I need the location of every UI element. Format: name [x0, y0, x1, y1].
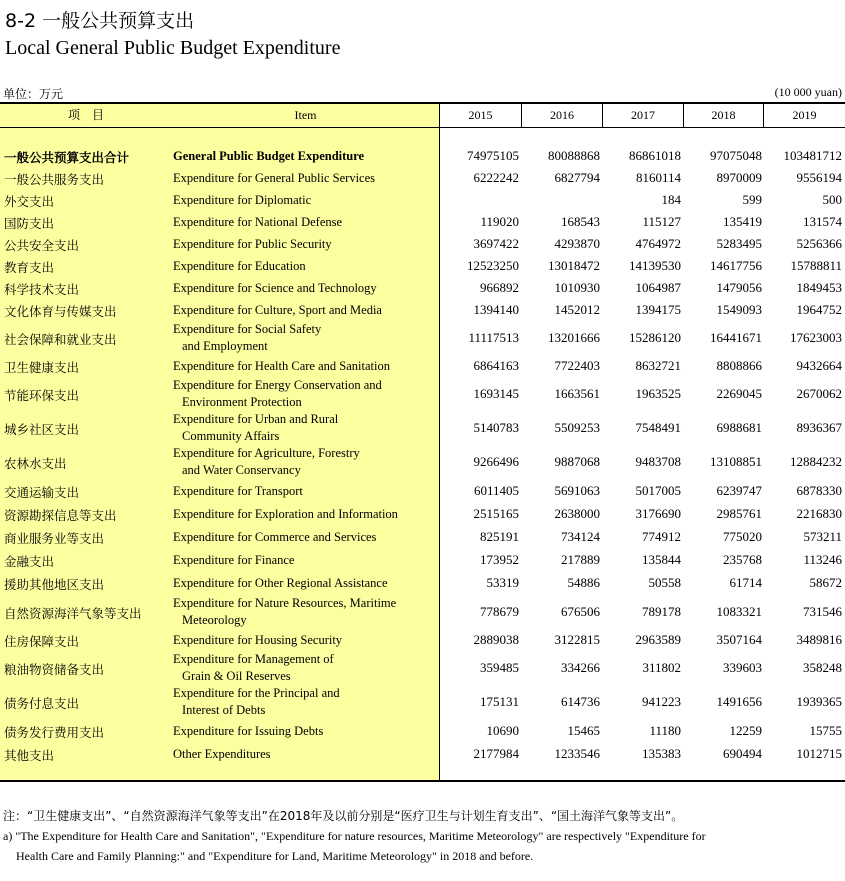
- value-cell-2019: 15755: [809, 723, 842, 738]
- table-row: [0, 301, 845, 319]
- value-cell-2019: 573211: [803, 529, 842, 544]
- table-title-en: Local General Public Budget Expenditure: [5, 37, 341, 59]
- row-label-en: [173, 575, 388, 592]
- value-cell-2018: 775020: [723, 529, 762, 544]
- row-label-en: [173, 280, 377, 297]
- value-cell-2019: 15788811: [790, 258, 842, 273]
- table-row: [0, 574, 845, 592]
- value-cell-2018: 61714: [729, 575, 762, 590]
- row-label-en: [173, 685, 340, 719]
- header-year-2015: 2015: [468, 108, 493, 122]
- table-row: [0, 631, 845, 649]
- value-cell-2016: 3122815: [554, 632, 600, 647]
- value-cell-2016: 54886: [567, 575, 600, 590]
- value-cell-2016: 1452012: [554, 302, 600, 317]
- value-cell-2017: 14139530: [629, 258, 681, 273]
- row-label-en: [173, 377, 382, 411]
- value-cell-2019: 1012715: [796, 746, 842, 761]
- row-label-cn: 金融支出: [4, 554, 55, 569]
- table-row: [0, 722, 845, 740]
- row-label-en-line: Expenditure for National Defense: [173, 214, 343, 229]
- table-row: [0, 445, 845, 479]
- value-cell-2018: 97075048: [710, 148, 762, 163]
- value-cell-2016: 5691063: [554, 483, 600, 498]
- value-cell-2015: 2177984: [473, 746, 519, 761]
- value-cell-2016: 676506: [561, 604, 600, 619]
- value-cell-2019: 3489816: [796, 632, 842, 647]
- row-label-en: [173, 552, 294, 569]
- header-item-cn: 项 目: [67, 108, 104, 122]
- row-label-en-line: Expenditure for Science and Technology: [173, 280, 377, 295]
- footnote-en: [3, 826, 706, 866]
- row-label-en: [173, 192, 311, 209]
- row-label-en: [173, 258, 306, 275]
- value-cell-2018: 6988681: [716, 420, 762, 435]
- value-cell-2019: 12884232: [790, 454, 842, 469]
- table-row: [0, 377, 845, 411]
- value-cell-2017: 1394175: [635, 302, 681, 317]
- value-cell-2018: 135419: [723, 214, 762, 229]
- value-cell-2019: 6878330: [796, 483, 842, 498]
- value-cell-2015: 3697422: [473, 236, 519, 251]
- value-cell-2017: 184: [661, 192, 681, 207]
- value-cell-2016: 2638000: [554, 506, 600, 521]
- value-cell-2015: 119020: [480, 214, 519, 229]
- value-cell-2015: 6864163: [473, 358, 519, 373]
- value-cell-2019: 9432664: [796, 358, 842, 373]
- value-cell-2015: 359485: [480, 660, 519, 675]
- value-cell-2016: 7722403: [554, 358, 600, 373]
- value-cell-2017: 774912: [642, 529, 681, 544]
- unit-label-en: (10 000 yuan): [774, 85, 842, 99]
- row-label-en: [173, 411, 338, 445]
- table-row: [0, 257, 845, 275]
- value-cell-2019: 500: [822, 192, 842, 207]
- row-label-en-line: Meteorology: [182, 613, 247, 627]
- value-cell-2019: 1849453: [796, 280, 842, 295]
- row-label-en-line: Community Affairs: [182, 429, 280, 443]
- value-cell-2017: 11180: [649, 723, 681, 738]
- row-label-en: [173, 321, 321, 355]
- value-cell-2015: 2889038: [473, 632, 519, 647]
- row-label-en-line: Expenditure for Exploration and Information: [173, 506, 398, 521]
- row-label-en-line: Expenditure for Commerce and Services: [173, 529, 377, 544]
- value-cell-2019: 8936367: [796, 420, 842, 435]
- table-row: [0, 595, 845, 629]
- row-label-en-line: and Employment: [182, 339, 268, 353]
- value-cell-2018: 16441671: [710, 330, 762, 345]
- value-cell-2015: 12523250: [467, 258, 519, 273]
- table-row: [0, 213, 845, 231]
- row-label-en: [173, 632, 342, 649]
- value-cell-2015: 5140783: [473, 420, 519, 435]
- value-cell-2018: 13108851: [710, 454, 762, 469]
- header-year-2017: 2017: [631, 108, 655, 122]
- row-label-en-line: Expenditure for General Public Services: [173, 170, 376, 185]
- value-cell-2015: 74975105: [467, 148, 519, 163]
- value-cell-2015: 173952: [480, 552, 519, 567]
- row-label-cn: 公共安全支出: [4, 238, 80, 253]
- value-cell-2017: 115127: [642, 214, 681, 229]
- row-label-en: [173, 723, 323, 740]
- value-cell-2016: 1010930: [554, 280, 600, 295]
- row-label-en: [173, 445, 360, 479]
- row-label-cn: 文化体育与传媒支出: [4, 304, 117, 319]
- row-label-cn: 住房保障支出: [4, 634, 80, 649]
- value-cell-2019: 358248: [803, 660, 842, 675]
- row-label-cn: 债务发行费用支出: [4, 725, 105, 740]
- value-cell-2016: 334266: [561, 660, 600, 675]
- value-cell-2016: 15465: [567, 723, 600, 738]
- value-cell-2016: 614736: [561, 694, 600, 709]
- value-cell-2018: 5283495: [716, 236, 762, 251]
- row-label-cn: 社会保障和就业支出: [4, 332, 117, 347]
- value-cell-2018: 1083321: [716, 604, 762, 619]
- row-label-en-line: Expenditure for the Principal and: [173, 686, 340, 700]
- value-cell-2017: 311802: [642, 660, 681, 675]
- row-label-en-line: Grain & Oil Reserves: [182, 669, 291, 683]
- unit-label-cn: 单位：万元: [3, 87, 64, 101]
- row-label-en-line: General Public Budget Expenditure: [173, 148, 365, 163]
- value-cell-2015: 825191: [480, 529, 519, 544]
- value-cell-2019: 2216830: [796, 506, 842, 521]
- value-cell-2019: 2670062: [796, 386, 842, 401]
- row-label-cn: 债务付息支出: [4, 696, 80, 711]
- table-row: [0, 279, 845, 297]
- value-cell-2018: 6239747: [716, 483, 762, 498]
- row-label-en-line: Expenditure for Transport: [173, 483, 303, 498]
- row-label-en: [173, 529, 376, 546]
- row-label-cn: 科学技术支出: [4, 282, 80, 297]
- value-cell-2018: 12259: [729, 723, 762, 738]
- value-cell-2017: 8160114: [635, 170, 681, 185]
- value-cell-2015: 10690: [486, 723, 519, 738]
- value-cell-2015: 9266496: [473, 454, 519, 469]
- row-label-en-line: and Water Conservancy: [182, 463, 301, 477]
- value-cell-2019: 131574: [803, 214, 842, 229]
- footnote-cn: 注：“卫生健康支出”、“自然资源海洋气象等支出”在2018年及以前分别是“医疗卫生与计划生育支出”、“国土海洋气象等支出”。: [3, 809, 684, 823]
- row-label-en-line: Expenditure for Urban and Rural: [173, 412, 339, 426]
- row-label-cn: 自然资源海洋气象等支出: [4, 606, 142, 621]
- row-label-en: [173, 595, 396, 629]
- row-label-en-line: Environment Protection: [182, 395, 302, 409]
- row-label-cn: 一般公共服务支出: [4, 172, 105, 187]
- value-cell-2015: 11117513: [468, 330, 519, 345]
- value-cell-2015: 1394140: [473, 302, 519, 317]
- value-cell-2018: 339603: [723, 660, 762, 675]
- row-label-en: [173, 483, 303, 500]
- table-row: [0, 169, 845, 187]
- row-label-en: [173, 214, 342, 231]
- value-cell-2017: 1064987: [635, 280, 681, 295]
- row-label-en-line: Expenditure for Nature Resources, Maritime: [173, 596, 397, 610]
- value-cell-2019: 113246: [803, 552, 842, 567]
- value-cell-2017: 15286120: [629, 330, 681, 345]
- row-label-en-line: Expenditure for Agriculture, Forestry: [173, 446, 360, 460]
- value-cell-2016: 217889: [561, 552, 600, 567]
- row-label-en-line: Expenditure for Energy Conservation and: [173, 378, 382, 392]
- value-cell-2018: 14617756: [710, 258, 762, 273]
- value-cell-2017: 8632721: [635, 358, 681, 373]
- value-cell-2018: 235768: [723, 552, 762, 567]
- table-bottom-rule: [0, 780, 845, 782]
- row-label-cn: 援助其他地区支出: [4, 577, 105, 592]
- header-bottom-rule: [0, 127, 845, 128]
- value-cell-2016: 80088868: [548, 148, 600, 163]
- row-label-cn: 节能环保支出: [4, 388, 80, 403]
- row-label-en-line: Expenditure for Health Care and Sanitation: [173, 358, 390, 373]
- value-cell-2017: 135844: [642, 552, 681, 567]
- value-cell-2015: 2515165: [473, 506, 519, 521]
- value-cell-2016: 1233546: [554, 746, 600, 761]
- value-cell-2019: 1939365: [796, 694, 842, 709]
- value-cell-2017: 789178: [642, 604, 681, 619]
- value-cell-2017: 1963525: [635, 386, 681, 401]
- header-item-en: Item: [294, 108, 317, 122]
- row-label-en: [173, 302, 382, 319]
- value-cell-2019: 103481712: [783, 148, 842, 163]
- value-cell-2018: 8970009: [716, 170, 762, 185]
- row-label-en-line: Expenditure for Public Security: [173, 236, 332, 251]
- value-cell-2017: 86861018: [629, 148, 681, 163]
- value-cell-2016: 6827794: [554, 170, 600, 185]
- value-cell-2018: 1491656: [716, 694, 762, 709]
- value-cell-2019: 731546: [803, 604, 842, 619]
- table-row: [0, 235, 845, 253]
- row-label-en: [173, 358, 390, 375]
- row-label-en-line: Expenditure for Social Safety: [173, 322, 322, 336]
- value-cell-2016: 4293870: [554, 236, 600, 251]
- table-row: [0, 505, 845, 523]
- row-label-cn: 一般公共预算支出合计: [4, 150, 130, 165]
- row-label-en: [173, 746, 271, 763]
- table-row: [0, 191, 845, 209]
- header-year-2019: 2019: [792, 108, 817, 122]
- value-cell-2018: 599: [742, 192, 762, 207]
- row-label-en: [173, 170, 375, 187]
- row-label-en: [173, 506, 398, 523]
- value-cell-2018: 2985761: [716, 506, 762, 521]
- value-cell-2017: 2963589: [635, 632, 681, 647]
- value-cell-2015: 778679: [480, 604, 519, 619]
- table-row: [0, 551, 845, 569]
- value-cell-2019: 5256366: [796, 236, 842, 251]
- value-cell-2017: 3176690: [635, 506, 681, 521]
- row-label-en-line: Expenditure for Management of: [173, 652, 334, 666]
- value-cell-2019: 17623003: [790, 330, 842, 345]
- value-cell-2016: 13201666: [548, 330, 600, 345]
- row-label-cn: 其他支出: [4, 748, 55, 763]
- value-cell-2019: 58672: [809, 575, 842, 590]
- row-label-cn: 资源勘探信息等支出: [4, 508, 117, 523]
- row-label-cn: 城乡社区支出: [4, 422, 80, 437]
- row-label-en-line: Expenditure for Issuing Debts: [173, 723, 324, 738]
- value-cell-2019: 1964752: [796, 302, 842, 317]
- row-label-en: [173, 236, 332, 253]
- row-label-cn: 农林水支出: [4, 456, 67, 471]
- row-label-en-line: Expenditure for Culture, Sport and Media: [173, 302, 382, 317]
- value-cell-2016: 1663561: [554, 386, 600, 401]
- value-cell-2015: 1693145: [473, 386, 519, 401]
- table-row: [0, 528, 845, 546]
- table-row: [0, 745, 845, 763]
- value-cell-2019: 9556194: [796, 170, 842, 185]
- value-cell-2015: 966892: [480, 280, 519, 295]
- value-cell-2015: 175131: [480, 694, 519, 709]
- row-label-cn: 国防支出: [4, 216, 55, 231]
- value-cell-2016: 734124: [561, 529, 600, 544]
- value-cell-2016: 13018472: [548, 258, 600, 273]
- value-cell-2015: 6222242: [473, 170, 519, 185]
- value-cell-2016: 168543: [561, 214, 600, 229]
- row-label-en-line: Expenditure for Housing Security: [173, 632, 343, 647]
- header-year-2018: 2018: [711, 108, 736, 122]
- value-cell-2018: 3507164: [716, 632, 762, 647]
- table-row: [0, 482, 845, 500]
- table-row: [0, 685, 845, 719]
- row-label-en-line: Expenditure for Finance: [173, 552, 295, 567]
- row-label-en-line: Expenditure for Other Regional Assistance: [173, 575, 388, 590]
- row-label-cn: 外交支出: [4, 194, 55, 209]
- table-number-title-cn: 8-2 一般公共预算支出: [5, 10, 195, 32]
- value-cell-2017: 5017005: [635, 483, 681, 498]
- footnote-en-line-1: a) "The Expenditure for Health Care and Sanitation", "Expenditure for nature resources, Maritime Meteorology" are respectively "Expenditure for: [3, 829, 706, 843]
- value-cell-2017: 135383: [642, 746, 681, 761]
- value-cell-2018: 1549093: [716, 302, 762, 317]
- value-cell-2017: 50558: [648, 575, 681, 590]
- row-label-cn: 粮油物资储备支出: [4, 662, 105, 677]
- value-cell-2017: 9483708: [635, 454, 681, 469]
- value-cell-2016: 5509253: [554, 420, 600, 435]
- table-row: [0, 357, 845, 375]
- value-cell-2018: 8808866: [716, 358, 762, 373]
- row-label-en-line: Other Expenditures: [173, 746, 271, 761]
- row-label-en-line: Interest of Debts: [182, 703, 266, 717]
- value-cell-2018: 2269045: [716, 386, 762, 401]
- row-label-cn: 交通运输支出: [4, 485, 80, 500]
- row-label-en-line: Expenditure for Education: [173, 258, 306, 273]
- value-cell-2017: 4764972: [635, 236, 681, 251]
- row-label-cn: 商业服务业等支出: [4, 531, 105, 546]
- value-cell-2018: 690494: [723, 746, 762, 761]
- table-row: [0, 147, 845, 165]
- value-cell-2017: 941223: [642, 694, 681, 709]
- value-cell-2015: 53319: [486, 575, 519, 590]
- header-year-2016: 2016: [550, 108, 574, 122]
- value-cell-2015: 6011405: [473, 483, 519, 498]
- row-label-cn: 卫生健康支出: [4, 360, 80, 375]
- row-label-en: [173, 148, 364, 165]
- footnote-en-line-2: Health Care and Family Planning:" and "Expenditure for Land, Maritime Meteorology" in 2018 and before.: [16, 849, 534, 863]
- value-cell-2016: 9887068: [554, 454, 600, 469]
- row-label-en-line: Expenditure for Diplomatic: [173, 192, 312, 207]
- value-cell-2018: 1479056: [716, 280, 762, 295]
- table-row: [0, 321, 845, 355]
- table-row: [0, 411, 845, 445]
- row-label-cn: 教育支出: [4, 260, 55, 275]
- value-cell-2017: 7548491: [635, 420, 681, 435]
- table-row: [0, 651, 845, 685]
- row-label-en: [173, 651, 334, 685]
